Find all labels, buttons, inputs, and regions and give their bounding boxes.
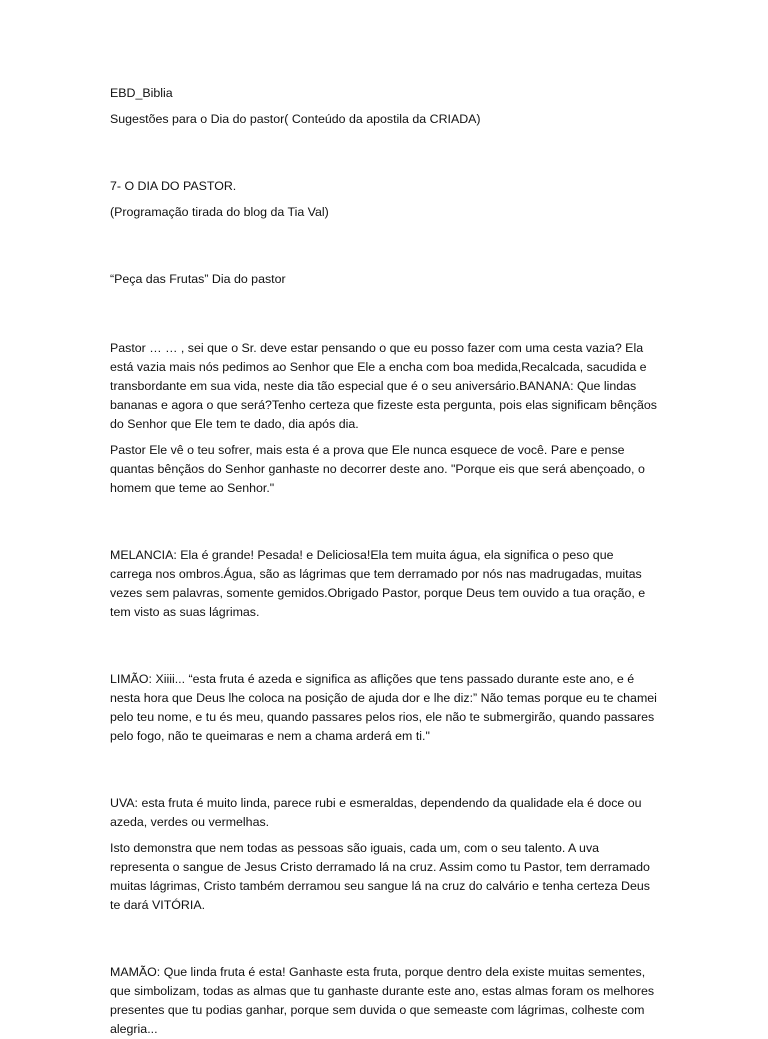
paragraph-mamao: MAMÃO: Que linda fruta é esta! Ganhaste esta fruta, porque dentro dela existe muitas sementes, que simbolizam, todas as almas que tu ganhaste durante este ano, estas almas foram os melhores presentes que tu podias ganhar, porque sem duvida o que semeaste com lágrimas, colheste com alegria... — [110, 965, 655, 1036]
document-header: EBD_Biblia — [110, 86, 173, 100]
paragraph-uva: UVA: esta fruta é muito linda, parece rubi e esmeraldas, dependendo da qualidade ela é doce ou azeda, verdes ou vermelhas. — [110, 796, 642, 829]
paragraph-limao: LIMÃO: Xiiii... “esta fruta é azeda e significa as aflições que tens passado durante este ano, e é nesta hora que Deus lhe coloca na posição de ajuda dor e lhe diz:” Não temas porque eu te chamei pelo teu nome, e tu és meu, quando passares pelos rios, ele não te submergirão, quando passares pelo fogo, não te queimaras e nem a chama arderá em ti." — [110, 672, 657, 743]
document-page — [110, 84, 658, 1039]
paragraph-melancia: MELANCIA: Ela é grande! Pesada! e Deliciosa!Ela tem muita água, ela significa o peso que carrega nos ombros.Água, são as lágrimas que tem derramado por nós nas madrugadas, muitas vezes sem palavras, somente gemidos.Obrigado Pastor, porque Deus tem ouvido a tua oração, e tem visto as suas lágrimas. — [110, 548, 646, 619]
piece-title: “Peça das Frutas” Dia do pastor — [110, 272, 286, 286]
section-source: (Programação tirada do blog da Tia Val) — [110, 205, 329, 219]
section-title: 7- O DIA DO PASTOR. — [110, 179, 237, 193]
paragraph-uva-meaning: Isto demonstra que nem todas as pessoas são iguais, cada um, com o seu talento. A uva representa o sangue de Jesus Cristo derramado lá na cruz. Assim como tu Pastor, tem derramado muitas lágrimas, Cristo também derramou seu sangue lá na cruz do calvário e tenha certeza Deus te dará VITÓRIA. — [110, 841, 650, 912]
paragraph-intro-banana: Pastor … … , sei que o Sr. deve estar pensando o que eu posso fazer com uma cesta vazia? Ela está vazia mais nós pedimos ao Senhor que Ele a encha com boa medida,Recalcada, sacudida e transbordante em sua vida, neste dia tão especial que é o seu aniversário.BANANA: Que lindas bananas e agora o que será?Tenho certeza que fizeste esta pergunta, pois elas significam bênçãos do Senhor que Ele tem te dado, dia após dia. — [110, 341, 657, 431]
document-subtitle: Sugestões para o Dia do pastor( Conteúdo da apostila da CRIADA) — [110, 112, 481, 126]
paragraph-pastor-blessings: Pastor Ele vê o teu sofrer, mais esta é a prova que Ele nunca esquece de você. Pare e pense quantas bênçãos do Senhor ganhaste no decorrer deste ano. "Porque eis que será abençoado, o homem que teme ao Senhor." — [110, 443, 645, 495]
